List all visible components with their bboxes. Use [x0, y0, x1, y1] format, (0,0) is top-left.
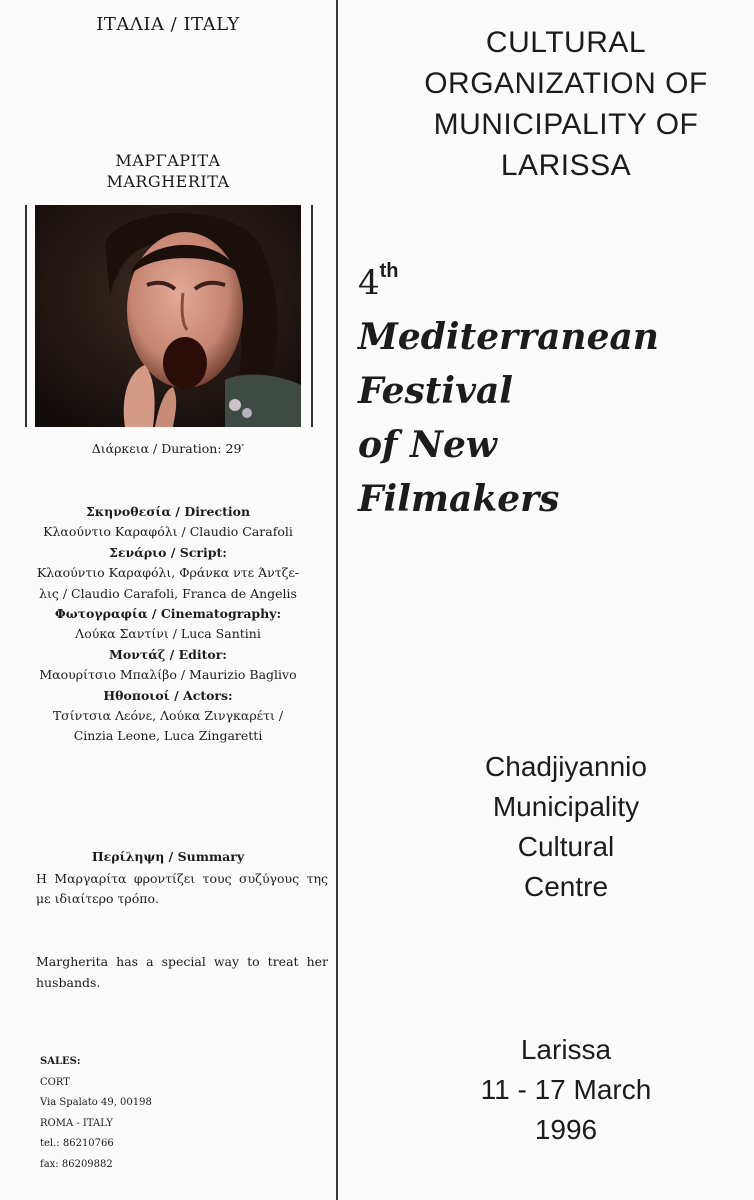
credit-line: Φωτογραφία / Cinematography:: [54, 606, 282, 622]
credit-line: Ηθοποιοί / Actors:: [103, 687, 233, 703]
sales-line: ROMA - ITALY: [40, 1117, 113, 1129]
film-panel: [0, 0, 336, 1200]
country-label: ΙΤΑΛΙΑ / ITALY: [96, 14, 240, 35]
summary-greek: Η Μαργαρίτα φροντίζει τους συζύγους της με ιδιαίτερο τρόπο.: [36, 871, 328, 906]
edition-suffix: th: [379, 260, 399, 282]
organization-line: MUNICIPALITY OF: [433, 108, 699, 141]
credit-line: Τσίντσια Λεόνε, Λούκα Ζινγκαρέτι /: [52, 708, 284, 724]
sales-line: Via Spalato 49, 00198: [40, 1097, 152, 1108]
festival-line: Mediterranean: [358, 316, 659, 358]
organization-line: LARISSA: [500, 149, 632, 182]
organization-name: [338, 22, 754, 186]
festival-dates: [338, 1030, 754, 1150]
sales-label: SALES:: [40, 1056, 81, 1067]
film-duration: Διάρκεια / Duration: 29′: [91, 441, 245, 456]
venue-line: Centre: [523, 871, 609, 902]
film-title-greek: ΜΑΡΓΑΡΙΤΑ: [115, 151, 221, 170]
sales-line: CORT: [40, 1076, 70, 1088]
summary-english: Margherita has a special way to treat her husbands.: [36, 954, 328, 990]
sales-line: tel.: 86210766: [40, 1138, 114, 1149]
organization-line: CULTURAL: [485, 26, 647, 59]
festival-line: Filmakers: [358, 478, 560, 520]
festival-edition: [358, 248, 738, 310]
credit-line: Μοντάζ / Editor:: [109, 646, 227, 662]
festival-year: 1996: [534, 1114, 598, 1145]
credit-line: Κλαούντιο Καραφόλι, Φράνκα ντε Άντζε-: [36, 565, 300, 581]
edition-number: 4: [358, 263, 380, 303]
credit-line: λις / Claudio Carafoli, Franca de Angelis: [39, 585, 297, 601]
sales-line: fax: 86209882: [40, 1158, 113, 1170]
venue-line: Municipality: [492, 791, 640, 822]
festival-city: Larissa: [520, 1034, 612, 1065]
venue-name: [338, 747, 754, 907]
film-credits: [0, 502, 336, 747]
festival-line: of New: [358, 424, 497, 466]
festival-title: [358, 248, 738, 526]
credit-line: Σκηνοθεσία / Direction: [85, 504, 251, 519]
credit-line: Λούκα Σαντίνι / Luca Santini: [75, 626, 261, 642]
film-title-english: MARGHERITA: [106, 172, 230, 191]
venue-line: Chadjiyannio: [485, 751, 647, 782]
credit-line: Σενάριο / Script:: [109, 544, 227, 560]
film-still-image: [35, 205, 301, 427]
sales-contact: [40, 1052, 310, 1175]
summary-heading: Περίληψη / Summary: [91, 849, 245, 864]
venue-line: Cultural: [517, 831, 615, 862]
credit-line: Μαουρίτσιο Μπαλίβο / Maurizio Baglivo: [39, 667, 297, 683]
festival-line: Festival: [358, 370, 513, 412]
film-title: [0, 150, 336, 192]
organization-line: ORGANIZATION OF: [424, 67, 708, 100]
festival-panel: [338, 0, 754, 1200]
festival-date-range: 11 - 17 March: [480, 1074, 652, 1105]
credit-line: Cinzia Leone, Luca Zingaretti: [73, 728, 263, 744]
credit-line: Κλαούντιο Καραφόλι / Claudio Carafoli: [43, 524, 293, 540]
film-still-frame: [25, 205, 313, 427]
